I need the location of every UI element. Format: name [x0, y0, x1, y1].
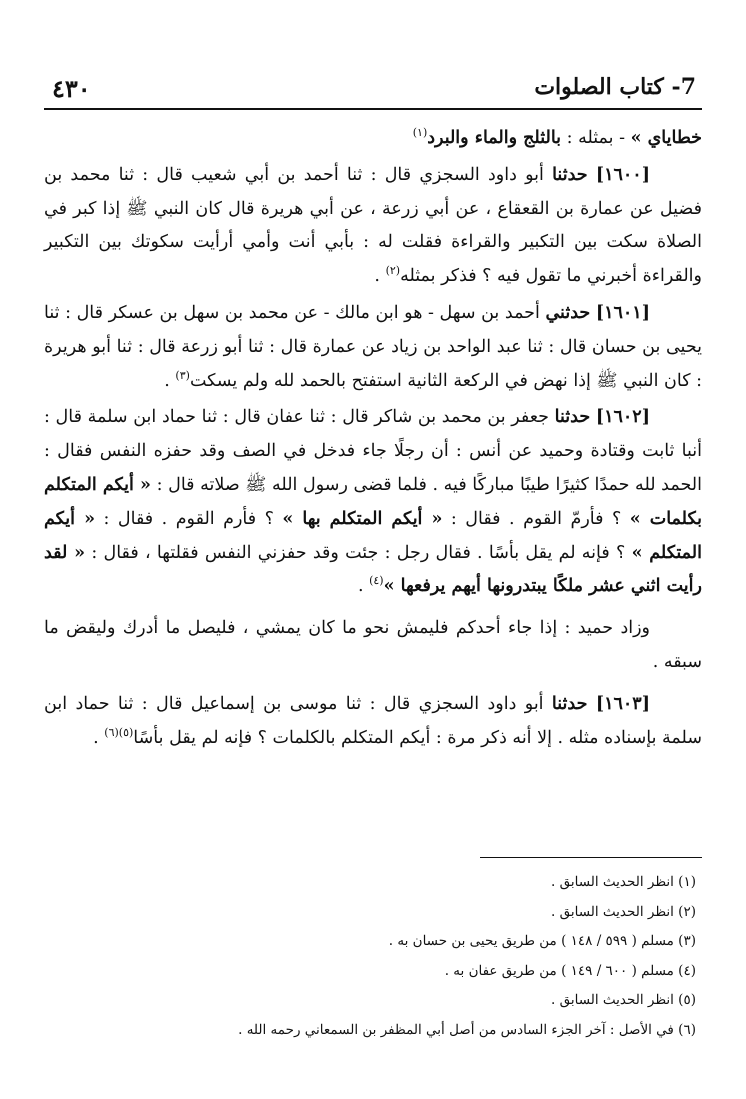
hadith-text: ما سبقه .	[44, 618, 702, 672]
footnote-divider	[480, 857, 702, 858]
hadith-text: ؟ فأرمّ القوم . فقال :	[442, 508, 630, 529]
hadith-number: [١٦٠٣]	[595, 693, 650, 714]
hadith-text: سكوتك بين التكبير والقراءة أخبرني ما تقول فيه ؟ فذكر بمثله	[44, 232, 702, 287]
footnote: (٤) مسلم ( ٦٠٠ / ١٤٩ ) من طريق عفان به .	[444, 962, 696, 979]
footnote-ref: (١)	[412, 126, 428, 140]
hadith-text: محمد بن فضيل عن عمارة بن القعقاع ، عن أبي زرعة ، عن أبي هريرة قال كان النبي	[44, 164, 702, 219]
footnote: (٥) انظر الحديث السابق .	[550, 992, 696, 1008]
hadith-text: ولم يسكت	[189, 370, 269, 391]
page-number: ٤٣٠	[52, 74, 91, 103]
hadith-lead: حدثنا	[551, 693, 588, 714]
hadith-number: [١٦٠١]	[595, 302, 650, 323]
humaid-addition	[44, 612, 702, 680]
hadith-text: ابن سلمة بإسناده مثله . إلا أنه ذكر مرة : أيكم المتكلم بالكلمات ؟ فإنه لم يقل	[44, 693, 702, 748]
hadith-text: .	[374, 266, 386, 287]
hadith-1600	[44, 159, 702, 294]
prophet-quote: « لقد رأيت اثني عشر ملكًا يبتدرونها أيهم يرفعها »	[44, 542, 702, 597]
hadith-text: .	[164, 370, 176, 391]
prophet-quote: « أيكم المتكلم بها »	[282, 508, 443, 529]
footnote-ref: (٣)	[175, 368, 190, 382]
hadith-text: أبو داود السجزي قال : ثنا موسى بن إسماعيل قال : ثنا حماد	[75, 693, 552, 714]
hadith-text: أبو داود السجزي قال : ثنا أحمد بن أبي شعيب قال : ثنا	[118, 164, 553, 185]
hadith-lead: حدثني	[545, 302, 591, 323]
intro-bold-end: بالثلج والماء والبرد	[427, 128, 562, 148]
hadith-text: قال : أنبا ثابت وقتادة وحميد عن أنس : أن رجلًا جاء فدخل في الصف وقد حفزه النفس	[44, 407, 702, 462]
footnote-ref: (٢)	[385, 264, 401, 278]
hadith-text: ﷺ إذا كبر في الصلاة سكت بين التكبير والقراءة فقلت له : بأبي أنت وأمي أرأيت	[44, 198, 702, 253]
hadith-1602	[44, 401, 702, 604]
footnote: (٣) مسلم ( ٥٩٩ / ١٤٨ ) من طريق يحيى بن حسان به .	[388, 933, 696, 949]
hadith-number: [١٦٠٠]	[595, 164, 650, 185]
prophet-quote: « أيكم المتكلم بكلمات »	[44, 474, 702, 529]
footnote: (١) انظر الحديث السابق .	[550, 874, 696, 890]
footnote: (٢) انظر الحديث السابق .	[550, 903, 696, 920]
hadith-text: .	[93, 727, 105, 748]
hadith-text: فقال : الحمد لله حمدًا كثيرًا طيبًا مباركًا فيه . فلما قضى رسول الله ﷺ صلاته قال :	[44, 441, 702, 495]
hadith-number: [١٦٠٢]	[595, 407, 650, 428]
hadith-text: عسكر قال : ثنا يحيى بن حسان قال : ثنا عبد الواحد بن زياد عن عمارة قال : ثنا أبو	[44, 302, 702, 357]
hadith-text: وزاد حميد : إذا جاء أحدكم فليمش نحو ما كان يمشي ، فليصل ما أدرك وليقض	[66, 618, 650, 639]
footnote: (٦) في الأصل : آخر الجزء السادس من أصل أبي المظفر بن السمعاني رحمه الله .	[238, 1021, 696, 1038]
hadith-text: .	[357, 576, 370, 597]
hadith-text: بأسًا	[133, 727, 164, 748]
hadith-lead: حدثنا	[552, 164, 588, 185]
hadith-text: ؟ فإنه لم يقل بأسًا . فقال رجل : جئت وقد حفزني النفس فقلتها ، فقال :	[91, 542, 632, 563]
hadith-text: جعفر بن محمد بن شاكر قال : ثنا عفان قال : ثنا حماد ابن سلمة	[87, 407, 555, 428]
main-text	[44, 122, 702, 755]
hadith-text: ؟ فأرم القوم . فقال :	[103, 508, 283, 529]
prophet-quote: « أيكم المتكلم »	[44, 508, 702, 563]
hadith-text: زرعة قال : ثنا أبو هريرة : كان النبي ﷺ إذا نهض في الركعة الثانية استفتح بالحمد لله	[44, 336, 702, 391]
intro-bold-start: خطاياي »	[630, 128, 702, 148]
intro-paragraph	[44, 122, 702, 156]
chapter-title: 7- كتاب الصلوات	[534, 74, 696, 100]
hadith-1603	[44, 688, 702, 756]
hadith-lead: حدثنا	[554, 407, 591, 428]
page-header	[44, 68, 702, 110]
hadith-text: أحمد بن سهل - هو ابن مالك - عن محمد بن سهل بن	[159, 302, 546, 323]
intro-text: - بمثله :	[561, 128, 631, 148]
footnotes	[44, 868, 696, 1045]
footnote-ref: (٥)(٦)	[104, 725, 134, 739]
hadith-1601	[44, 297, 702, 398]
footnote-ref: (٤)	[369, 574, 384, 588]
